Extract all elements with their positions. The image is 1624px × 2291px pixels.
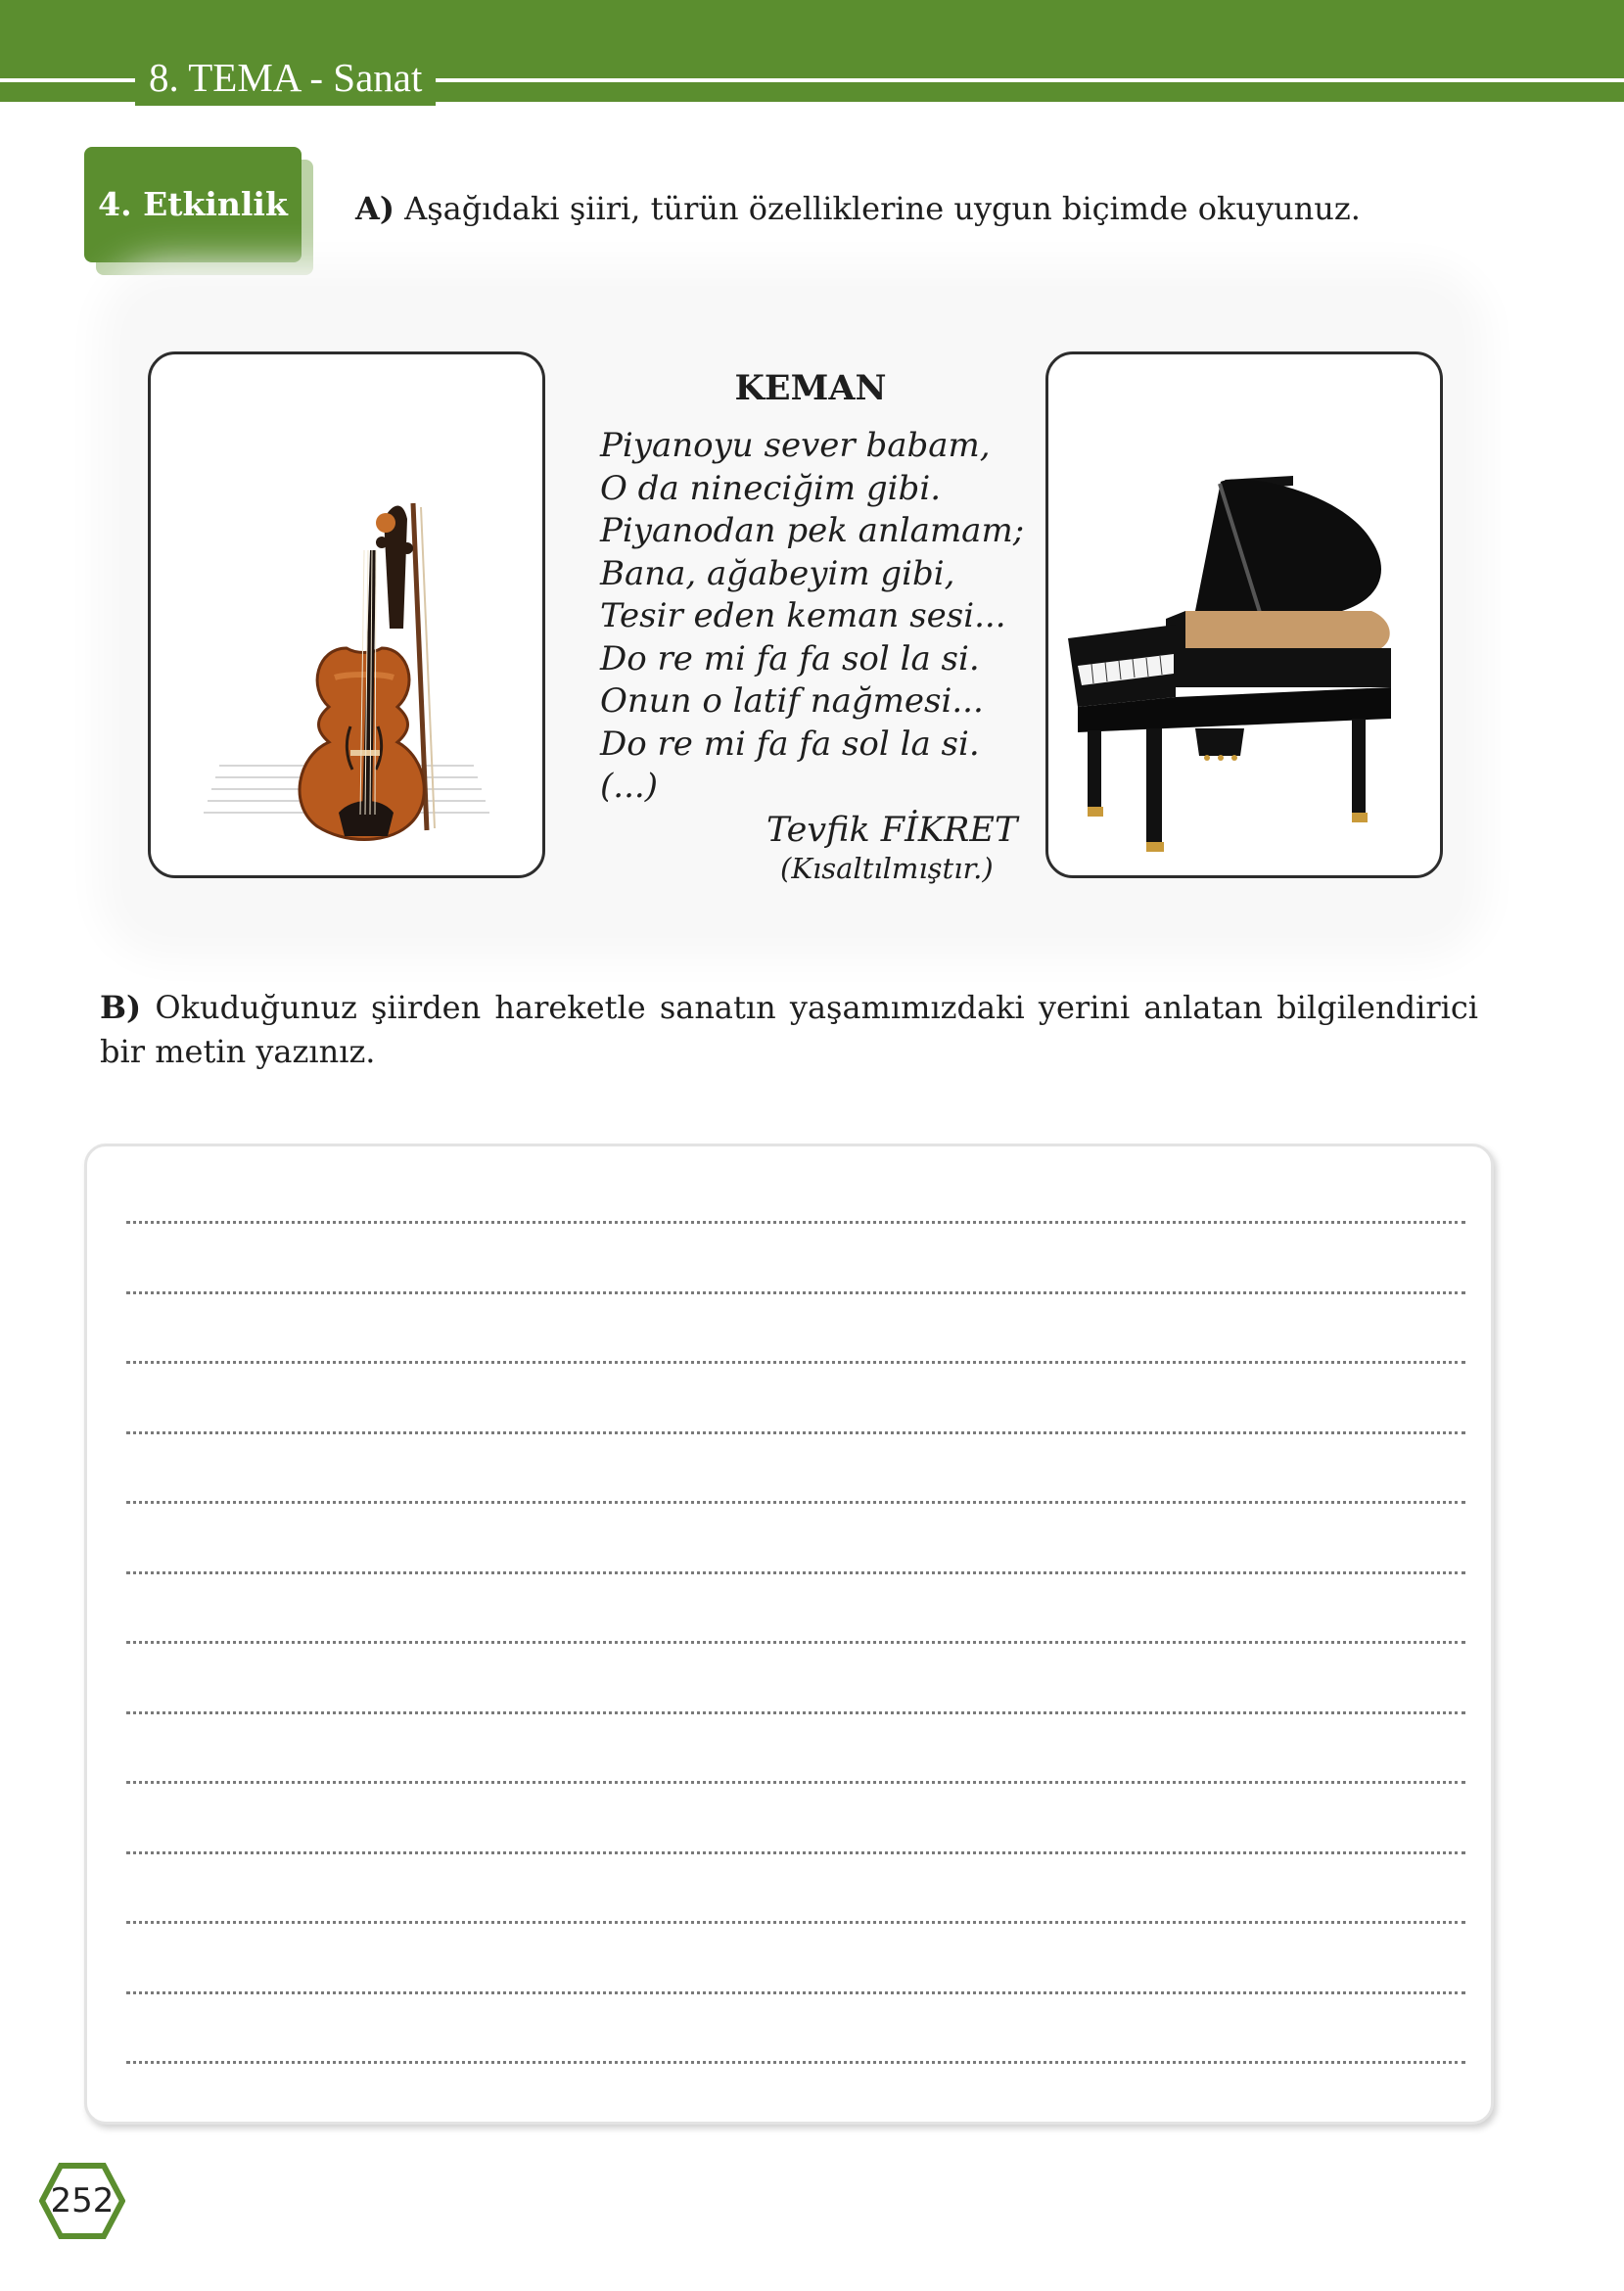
activity-badge: 4. Etkinlik xyxy=(84,147,302,262)
poem-body xyxy=(600,425,1050,809)
writing-line[interactable] xyxy=(126,1361,1465,1364)
poem-line: Piyanoyu sever babam, xyxy=(600,426,991,465)
poem-title: KEMAN xyxy=(734,368,887,408)
poem-line: Tesir eden keman sesi... xyxy=(600,596,1006,635)
poem-line: Onun o latif nağmesi... xyxy=(600,681,984,721)
poem-line: (...) xyxy=(600,767,658,806)
poem-line: Do re mi fa fa sol la si. xyxy=(600,724,980,764)
writing-line[interactable] xyxy=(126,1501,1465,1504)
writing-line[interactable] xyxy=(126,1291,1465,1294)
part-a-text: Aşağıdaki şiiri, türün özelliklerine uygun biçimde okuyunuz. xyxy=(394,190,1361,227)
writing-line[interactable] xyxy=(126,2061,1465,2064)
grand-piano-icon xyxy=(1048,354,1440,875)
page-number: 252 xyxy=(50,2181,115,2221)
writing-line[interactable] xyxy=(126,1851,1465,1854)
writing-line[interactable] xyxy=(126,1711,1465,1714)
poem-line: O da nineciğim gibi. xyxy=(600,468,942,508)
poem-note: (Kısaltılmıştır.) xyxy=(780,852,994,885)
writing-line[interactable] xyxy=(126,1781,1465,1784)
writing-line[interactable] xyxy=(126,1641,1465,1644)
instruction-b xyxy=(100,986,1478,1074)
violin-card xyxy=(148,351,545,878)
poem-line: Bana, ağabeyim gibi, xyxy=(600,553,955,593)
writing-line[interactable] xyxy=(126,1571,1465,1574)
part-b-text: Okuduğunuz şiirden hareketle sanatın yaşamımızdaki yerini anlatan bilgilendirici bir metin yazınız. xyxy=(100,989,1478,1070)
writing-line[interactable] xyxy=(126,1991,1465,1994)
writing-line[interactable] xyxy=(126,1921,1465,1924)
theme-title: 8. TEMA - Sanat xyxy=(135,49,436,106)
part-a-label: A) xyxy=(355,190,394,227)
poem-line: Piyanodan pek anlamam; xyxy=(600,511,1025,550)
writing-line[interactable] xyxy=(126,1221,1465,1224)
part-b-label: B) xyxy=(100,989,142,1026)
poem-line: Do re mi fa fa sol la si. xyxy=(600,638,980,678)
piano-card xyxy=(1045,351,1443,878)
violin-icon xyxy=(151,354,542,875)
poem-author: Tevfik FİKRET xyxy=(766,811,1018,850)
writing-area[interactable] xyxy=(84,1144,1494,2125)
writing-line[interactable] xyxy=(126,1431,1465,1434)
instruction-a xyxy=(355,186,1530,231)
page-number-badge xyxy=(39,2162,125,2240)
